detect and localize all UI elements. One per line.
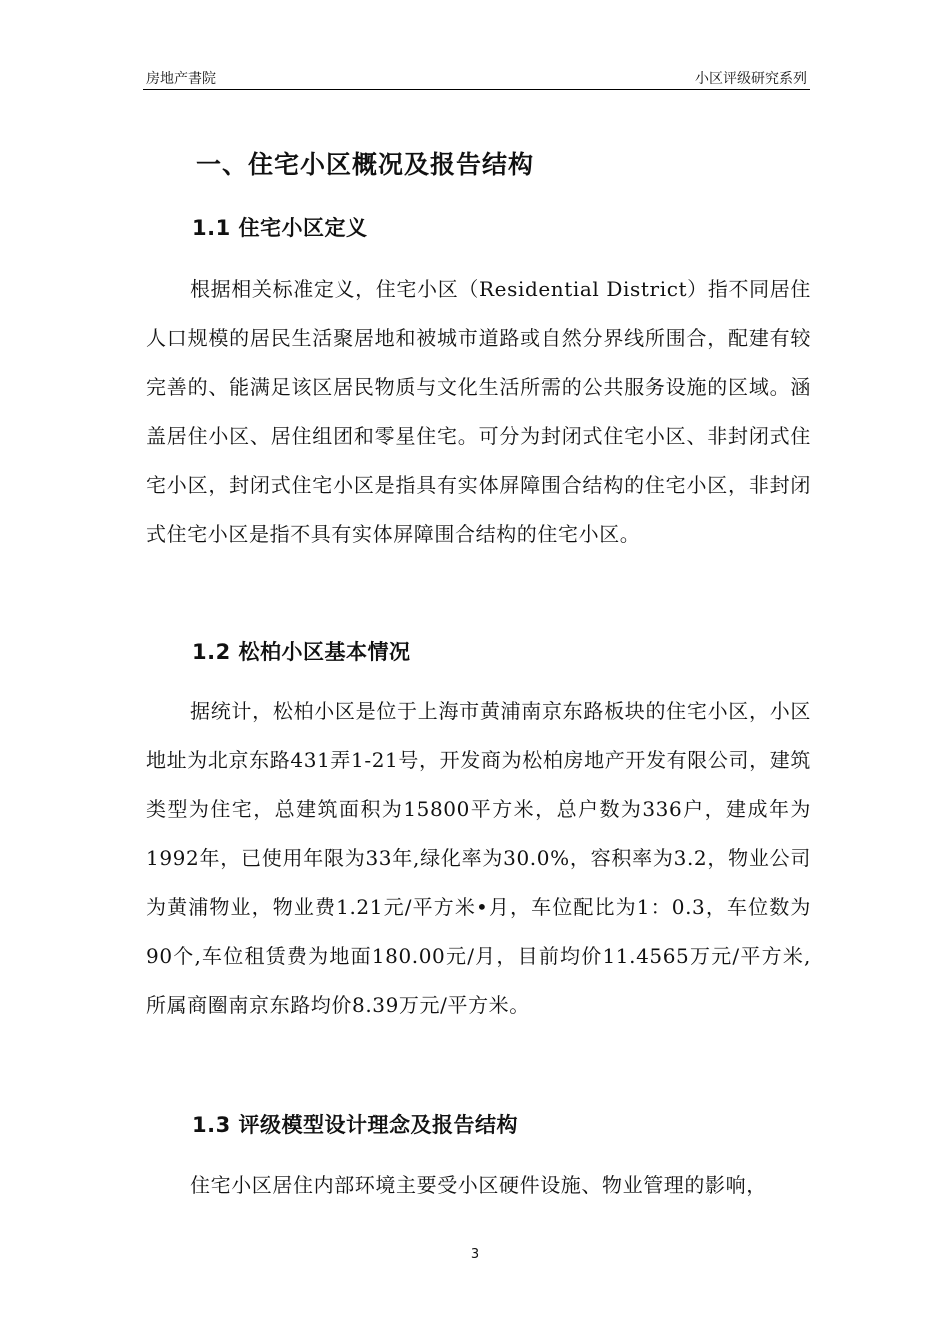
section-heading-1-2: 1.2 松柏小区基本情况 (192, 640, 411, 664)
section-body-1-1: 根据相关标准定义，住宅小区（Residential District）指不同居住人口规模的居民生活聚居地和被城市道路或自然分界线所围合，配建有较完善的、能满足该区居民物质与文化生活所需的公共服务设施的区域。涵盖居住小区、居住组团和零星住宅。可分为封闭式住宅小区、非封闭式住宅小区，封闭式住宅小区是指具有实体屏障围合结构的住宅小区，非封闭式住宅小区是指不具有实体屏障围合结构的住宅小区。 (146, 277, 811, 546)
page-header (146, 66, 807, 88)
page-number: 3 (470, 1247, 480, 1262)
section-body-1-2: 据统计，松柏小区是位于上海市黄浦南京东路板块的住宅小区，小区地址为北京东路431弄1-21号，开发商为松柏房地产开发有限公司，建筑类型为住宅，总建筑面积为15800平方米，总户数为336户，建成年为1992年，已使用年限为33年,绿化率为30.0%，容积率为3.2，物业公司为黄浦物业，物业费1.21元/平方米•月，车位配比为1：0.3，车位数为90个,车位租赁费为地面180.00元/月，目前均价11.4565万元/平方米,所属商圈南京东路均价8.39万元/平方米。 (146, 699, 811, 1017)
section-heading-1-3: 1.3 评级模型设计理念及报告结构 (192, 1113, 519, 1137)
section-body-1-3: 住宅小区居住内部环境主要受小区硬件设施、物业管理的影响， (190, 1173, 767, 1197)
header-publisher: 房地产書院 (146, 71, 216, 87)
section-heading-1-1: 1.1 住宅小区定义 (192, 216, 368, 240)
header-rule (143, 89, 810, 90)
header-series: 小区评级研究系列 (695, 71, 807, 87)
chapter-title: 一、住宅小区概况及报告结构 (196, 150, 535, 179)
